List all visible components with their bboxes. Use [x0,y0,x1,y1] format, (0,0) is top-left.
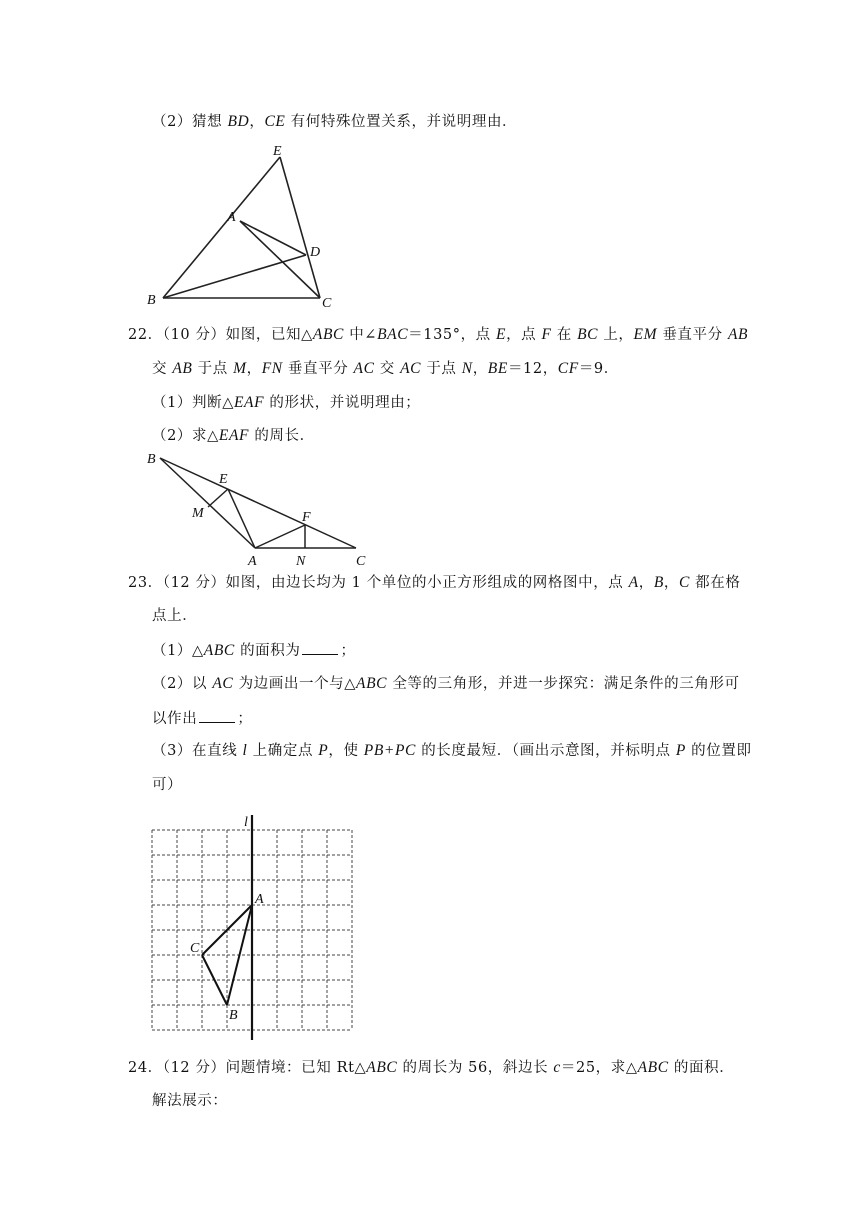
q22-part1: （1）判断△EAF 的形状，并说明理由； [152,394,421,411]
label-B: B [229,1008,238,1023]
q23-line2: 点上． [152,608,198,624]
label-B: B [147,452,156,467]
label-E: E [219,472,228,487]
q22-part2: （2）求△EAF 的周长． [152,427,315,444]
label-C: C [322,296,332,311]
q24-line1: 24．（12 分）问题情境：已知 Rt△ABC 的周长为 56，斜边长 c＝25，求△ABC 的面积． [128,1059,735,1076]
label-A: A [248,554,257,569]
label-D: D [310,245,321,260]
q21-part2: （2）猜想 BD，CE 有何特殊位置关系，并说明理由． [152,113,518,130]
q23-part1: （1）△ABC 的面积为 ； [152,642,356,659]
label-B: B [147,293,156,308]
label-C: C [356,554,366,569]
q23-part3a: （3）在直线 l 上确定点 P，使 PB+PC 的长度最短．（画出示意图，并标明点 P 的位置即 [152,742,752,759]
q22-line1: 22．（10 分）如图，已知△ABC 中∠BAC＝135°，点 E，点 F 在 BC 上，EM 垂直平分 AB [128,326,749,343]
q23-part2b: 以作出 ； [152,708,252,729]
label-E: E [273,144,282,159]
q23-part3b: 可） [152,777,183,793]
label-A: A [227,210,236,225]
label-C: C [190,941,200,956]
label-M: M [192,506,204,521]
q23-part2a: （2）以 AC 为边画出一个与△ABC 全等的三角形，并进一步探究：满足条件的三角形可 [152,675,740,692]
label-N: N [296,554,306,569]
label-l: l [244,815,248,830]
q23-line1: 23．（12 分）如图，由边长均为 1 个单位的小正方形组成的网格图中，点 A，B，C 都在格 [128,574,741,591]
q22-line2: 交 AB 于点 M，FN 垂直平分 AC 交 AC 于点 N，BE＝12，CF＝9． [152,360,619,377]
label-F: F [302,510,311,525]
q24-line2: 解法展示： [152,1093,228,1109]
label-A: A [255,892,264,907]
